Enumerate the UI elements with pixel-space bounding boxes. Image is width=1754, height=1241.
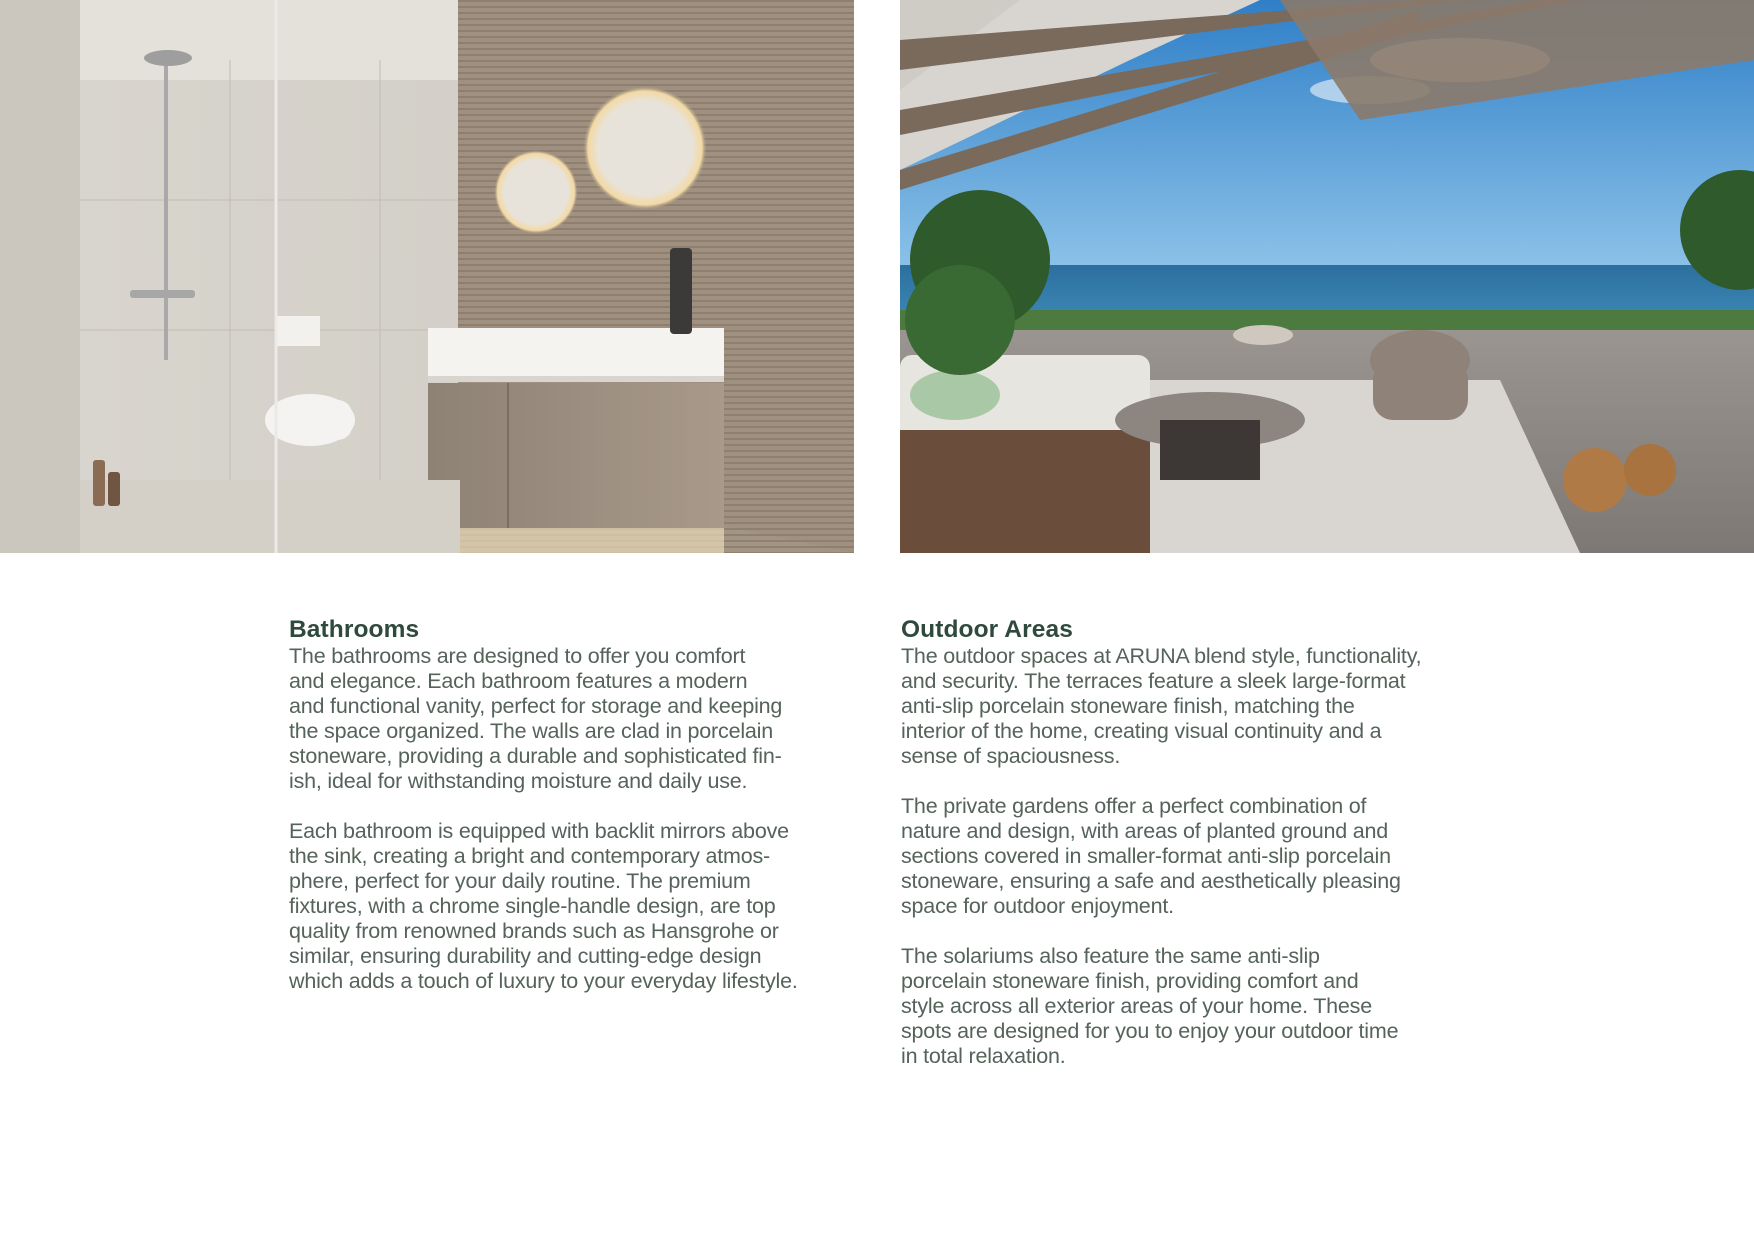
terrace-photo xyxy=(900,0,1754,553)
bathrooms-paragraph-2: Each bathroom is equipped with backlit mirrors above the sink, creating a bright and contemporary atmos- phere, perfect for your daily routine. The premium fixtures, with a chrome single-handle design, are top quality from renowned brands such as Hansgrohe or similar, ensuring durability and cutting-edge design which adds a touch of luxury to your everyday lifestyle. xyxy=(289,819,798,993)
outdoor-areas-heading: Outdoor Areas xyxy=(901,616,1073,643)
bathrooms-paragraph-1: The bathrooms are designed to offer you comfort and elegance. Each bathroom features a modern and functional vanity, perfect for storage and keeping the space organized. The walls are clad in porcelain stoneware, providing a durable and sophisticated fin- ish, ideal for withstanding moisture and daily use. xyxy=(289,644,783,793)
outdoor-paragraph-2: The private gardens offer a perfect combination of nature and design, with areas of planted ground and sections covered in smaller-format anti-slip porcelain stoneware, ensuring a safe and aesthetically pleasing space for outdoor enjoyment. xyxy=(901,794,1401,918)
bathrooms-heading: Bathrooms xyxy=(289,616,420,643)
bathroom-photo xyxy=(0,0,854,553)
outdoor-paragraph-3: The solariums also feature the same anti-slip porcelain stoneware finish, providing comfort and style across all exterior areas of your home. These spots are designed for you to enjoy your outdoor time in total relaxation. xyxy=(901,944,1399,1068)
outdoor-paragraph-1: The outdoor spaces at ARUNA blend style, functionality, and security. The terraces feature a sleek large-format anti-slip porcelain stoneware finish, matching the interior of the home, creating visual continuity and a sense of spaciousness. xyxy=(901,644,1422,768)
outdoor-areas-section xyxy=(901,616,1476,1094)
bathrooms-section xyxy=(289,616,864,1019)
